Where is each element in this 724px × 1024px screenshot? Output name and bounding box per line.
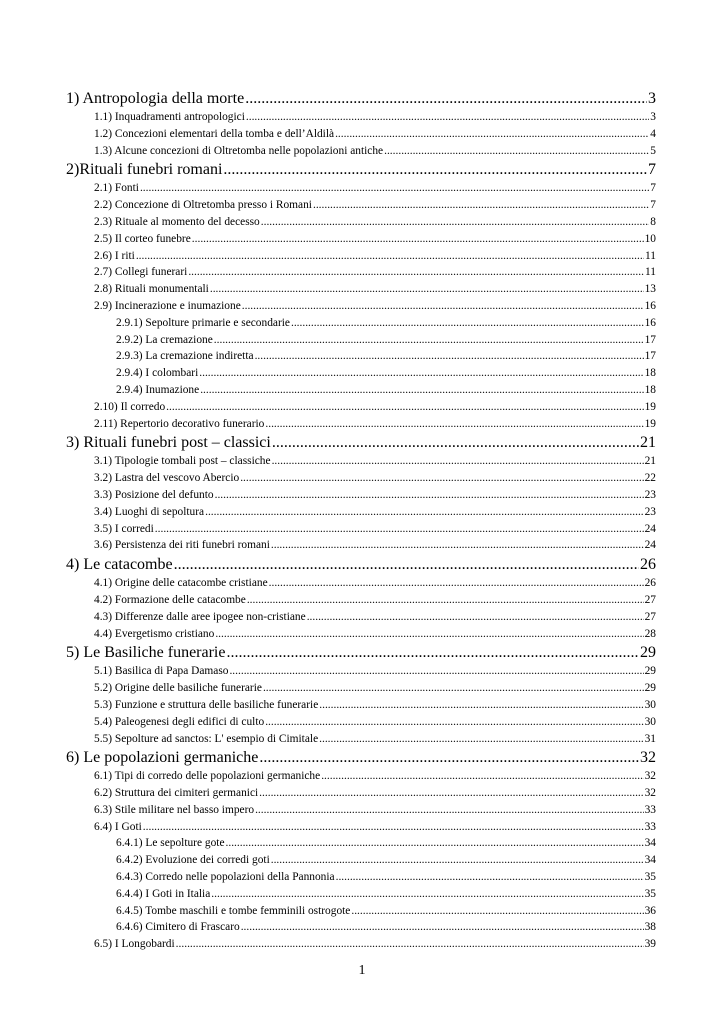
toc-entry-title: 4) Le catacombe bbox=[66, 556, 173, 574]
dot-leader bbox=[140, 180, 649, 197]
toc-entry-page: 22 bbox=[644, 472, 656, 485]
toc-entry[interactable] bbox=[66, 835, 656, 852]
toc-entry-page: 38 bbox=[644, 921, 656, 934]
dot-leader bbox=[200, 382, 643, 399]
dot-leader bbox=[335, 126, 649, 143]
dot-leader bbox=[271, 852, 644, 869]
toc-entry-title: 6.1) Tipi di corredo delle popolazioni germaniche bbox=[94, 770, 321, 783]
dot-leader bbox=[210, 281, 644, 298]
toc-entry[interactable] bbox=[66, 470, 656, 487]
toc-entry-title: 6.4.3) Corredo nelle popolazioni della Pannonia bbox=[116, 871, 335, 884]
dot-leader bbox=[263, 680, 644, 697]
toc-entry-page: 8 bbox=[650, 215, 656, 228]
toc-entry-page: 13 bbox=[644, 283, 656, 296]
dot-leader bbox=[255, 348, 644, 365]
toc-entry-page: 35 bbox=[644, 871, 656, 884]
toc-entry[interactable] bbox=[66, 521, 656, 538]
toc-entry-page: 31 bbox=[644, 732, 656, 745]
toc-entry-title: 6.3) Stile militare nel basso impero bbox=[94, 803, 255, 816]
toc-entry-page: 19 bbox=[644, 417, 656, 430]
toc-entry-page: 32 bbox=[644, 787, 656, 800]
toc-entry[interactable] bbox=[66, 768, 656, 785]
dot-leader bbox=[351, 903, 643, 920]
toc-entry-page: 30 bbox=[644, 715, 656, 728]
dot-leader bbox=[321, 768, 643, 785]
toc-entry-title: 2.1) Fonti bbox=[94, 182, 139, 195]
toc-entry[interactable] bbox=[66, 785, 656, 802]
toc-entry[interactable] bbox=[66, 487, 656, 504]
dot-leader bbox=[313, 197, 649, 214]
toc-entry[interactable] bbox=[66, 159, 656, 180]
toc-entry[interactable] bbox=[66, 680, 656, 697]
toc-entry-title: 2)Rituali funebri romani bbox=[66, 161, 223, 179]
toc-entry-title: 5.3) Funzione e struttura delle basiliche funerarie bbox=[94, 698, 319, 711]
toc-entry-title: 6.4) I Goti bbox=[94, 820, 142, 833]
dot-leader bbox=[136, 248, 644, 265]
toc-entry[interactable] bbox=[66, 382, 656, 399]
dot-leader bbox=[155, 521, 644, 538]
toc-entry-title: 5.5) Sepolture ad sanctos: L' esempio di Cimitale bbox=[94, 732, 319, 745]
toc-entry-title: 6.5) I Longobardi bbox=[94, 938, 175, 951]
dot-leader bbox=[211, 886, 643, 903]
toc-entry-title: 4.3) Differenze dalle aree ipogee non-cristiane bbox=[94, 610, 306, 623]
toc-entry[interactable] bbox=[66, 504, 656, 521]
toc-entry-page: 23 bbox=[644, 488, 656, 501]
toc-entry[interactable] bbox=[66, 852, 656, 869]
toc-entry-title: 2.9) Incinerazione e inumazione bbox=[94, 299, 241, 312]
dot-leader bbox=[143, 819, 644, 836]
toc-entry-page: 23 bbox=[644, 505, 656, 518]
dot-leader bbox=[226, 835, 644, 852]
dot-leader bbox=[215, 487, 644, 504]
toc-entry-page: 17 bbox=[644, 333, 656, 346]
dot-leader bbox=[291, 315, 644, 332]
toc-entry-title: 2.9.1) Sepolture primarie e secondarie bbox=[116, 316, 290, 329]
toc-entry-title: 5.4) Paleogenesi degli edifici di culto bbox=[94, 715, 265, 728]
toc-entry[interactable] bbox=[66, 731, 656, 748]
toc-entry[interactable] bbox=[66, 281, 656, 298]
toc-entry[interactable] bbox=[66, 453, 656, 470]
toc-entry-title: 2.8) Rituali monumentali bbox=[94, 283, 209, 296]
toc-entry[interactable] bbox=[66, 714, 656, 731]
toc-entry-title: 1.2) Concezioni elementari della tomba e dell’Aldilà bbox=[94, 127, 335, 140]
toc-entry-page: 35 bbox=[644, 887, 656, 900]
dot-leader bbox=[336, 869, 644, 886]
toc-entry[interactable] bbox=[66, 126, 656, 143]
toc-entry[interactable] bbox=[66, 575, 656, 592]
toc-entry[interactable] bbox=[66, 592, 656, 609]
dot-leader bbox=[307, 609, 644, 626]
toc-entry-title: 2.11) Repertorio decorativo funerario bbox=[94, 417, 265, 430]
toc-entry-title: 4.4) Evergetismo cristiano bbox=[94, 627, 215, 640]
dot-leader bbox=[246, 109, 649, 126]
toc-entry-title: 6.4.2) Evoluzione dei corredi goti bbox=[116, 854, 270, 867]
dot-leader bbox=[269, 575, 644, 592]
toc-entry-page: 18 bbox=[644, 367, 656, 380]
toc-entry[interactable] bbox=[66, 903, 656, 920]
toc-entry[interactable] bbox=[66, 248, 656, 265]
dot-leader bbox=[176, 936, 644, 953]
toc-entry-title: 6.4.6) Cimitero di Frascaro bbox=[116, 921, 240, 934]
dot-leader bbox=[188, 264, 644, 281]
toc-entry[interactable] bbox=[66, 143, 656, 160]
toc-entry[interactable] bbox=[66, 399, 656, 416]
dot-leader bbox=[319, 697, 643, 714]
toc-entry-page: 29 bbox=[640, 644, 656, 662]
dot-leader bbox=[226, 642, 639, 663]
toc-entry-title: 3.4) Luoghi di sepoltura bbox=[94, 505, 205, 518]
toc-entry[interactable] bbox=[66, 936, 656, 953]
toc-entry-page: 27 bbox=[644, 593, 656, 606]
toc-entry-page: 24 bbox=[644, 522, 656, 535]
toc-entry[interactable] bbox=[66, 869, 656, 886]
toc-entry-page: 21 bbox=[640, 434, 656, 452]
page-number: 1 bbox=[358, 963, 366, 978]
dot-leader bbox=[174, 554, 639, 575]
toc-entry-page: 10 bbox=[644, 232, 656, 245]
toc-entry-page: 33 bbox=[644, 803, 656, 816]
dot-leader bbox=[247, 592, 644, 609]
dot-leader bbox=[241, 919, 644, 936]
toc-entry-title: 5.1) Basilica di Papa Damaso bbox=[94, 665, 229, 678]
toc-entry-page: 7 bbox=[650, 199, 656, 212]
toc-entry-title: 6) Le popolazioni germaniche bbox=[66, 749, 259, 767]
toc-entry-page: 32 bbox=[640, 749, 656, 767]
toc-entry-title: 6.2) Struttura dei cimiteri germanici bbox=[94, 787, 259, 800]
toc-entry[interactable] bbox=[66, 264, 656, 281]
toc-entry-title: 5.2) Origine delle basiliche funerarie bbox=[94, 682, 262, 695]
dot-leader bbox=[192, 231, 644, 248]
toc-entry-page: 29 bbox=[644, 665, 656, 678]
dot-leader bbox=[223, 159, 647, 180]
dot-leader bbox=[205, 504, 644, 521]
toc-entry-title: 4.1) Origine delle catacombe cristiane bbox=[94, 577, 268, 590]
toc-entry-title: 4.2) Formazione delle catacombe bbox=[94, 593, 246, 606]
toc-entry-title: 3.6) Persistenza dei riti funebri romani bbox=[94, 539, 270, 552]
toc-entry-page: 26 bbox=[640, 556, 656, 574]
toc-entry[interactable] bbox=[66, 214, 656, 231]
toc-entry-title: 6.4.4) I Goti in Italia bbox=[116, 887, 211, 900]
toc-entry-title: 6.4.1) Le sepolture gote bbox=[116, 837, 225, 850]
toc-entry-page: 39 bbox=[644, 938, 656, 951]
toc-entry[interactable] bbox=[66, 180, 656, 197]
toc-entry-page: 32 bbox=[644, 770, 656, 783]
toc-entry-title: 2.9.4) I colombari bbox=[116, 367, 199, 380]
dot-leader bbox=[319, 731, 643, 748]
dot-leader bbox=[242, 298, 644, 315]
toc-entry-page: 3 bbox=[650, 111, 656, 123]
toc-entry-page: 34 bbox=[644, 854, 656, 867]
toc-entry[interactable] bbox=[66, 663, 656, 680]
toc-entry-title: 2.2) Concezione di Oltretomba presso i Romani bbox=[94, 199, 312, 212]
toc-entry-page: 33 bbox=[644, 820, 656, 833]
toc-entry[interactable] bbox=[66, 315, 656, 332]
toc-entry[interactable] bbox=[66, 231, 656, 248]
dot-leader bbox=[214, 332, 644, 349]
toc-entry-page: 11 bbox=[645, 266, 656, 279]
toc-entry[interactable] bbox=[66, 332, 656, 349]
dot-leader bbox=[265, 416, 643, 433]
toc-entry[interactable] bbox=[66, 432, 656, 453]
toc-entry-page: 18 bbox=[644, 383, 656, 396]
table-of-contents bbox=[66, 88, 656, 953]
toc-entry[interactable] bbox=[66, 642, 656, 663]
toc-entry-page: 24 bbox=[644, 539, 656, 552]
toc-entry-page: 30 bbox=[644, 698, 656, 711]
toc-entry[interactable] bbox=[66, 554, 656, 575]
toc-entry[interactable] bbox=[66, 697, 656, 714]
toc-entry-page: 5 bbox=[650, 144, 656, 157]
toc-entry-title: 3) Rituali funebri post – classici bbox=[66, 434, 271, 452]
dot-leader bbox=[259, 785, 643, 802]
toc-entry-title: 2.7) Collegi funerari bbox=[94, 266, 188, 279]
toc-entry-title: 6.4.5) Tombe maschili e tombe femminili ostrogote bbox=[116, 904, 351, 917]
toc-entry-page: 28 bbox=[644, 627, 656, 640]
toc-entry-page: 26 bbox=[644, 577, 656, 590]
dot-leader bbox=[245, 88, 647, 109]
toc-entry-title: 1.1) Inquadramenti antropologici bbox=[94, 111, 245, 123]
toc-entry-page: 3 bbox=[648, 90, 656, 107]
toc-entry[interactable] bbox=[66, 298, 656, 315]
toc-entry[interactable] bbox=[66, 747, 656, 768]
toc-entry[interactable] bbox=[66, 365, 656, 382]
dot-leader bbox=[259, 747, 639, 768]
dot-leader bbox=[261, 214, 650, 231]
toc-entry[interactable] bbox=[66, 819, 656, 836]
toc-entry-page: 36 bbox=[644, 904, 656, 917]
toc-entry[interactable] bbox=[66, 109, 656, 126]
dot-leader bbox=[229, 663, 643, 680]
toc-entry-page: 21 bbox=[644, 455, 656, 468]
dot-leader bbox=[215, 626, 643, 643]
toc-entry-page: 29 bbox=[644, 682, 656, 695]
toc-entry-page: 16 bbox=[644, 299, 656, 312]
toc-entry-title: 1) Antropologia della morte bbox=[66, 90, 245, 107]
toc-entry-title: 2.10) Il corredo bbox=[94, 400, 166, 413]
toc-entry-page: 34 bbox=[644, 837, 656, 850]
dot-leader bbox=[265, 714, 643, 731]
toc-entry-page: 7 bbox=[648, 161, 656, 179]
toc-entry[interactable] bbox=[66, 626, 656, 643]
toc-entry-page: 27 bbox=[644, 610, 656, 623]
toc-entry-title: 2.6) I riti bbox=[94, 249, 135, 262]
toc-entry-title: 3.1) Tipologie tombali post – classiche bbox=[94, 455, 271, 468]
toc-entry-title: 2.9.3) La cremazione indiretta bbox=[116, 350, 254, 363]
toc-entry[interactable] bbox=[66, 886, 656, 903]
dot-leader bbox=[272, 432, 639, 453]
dot-leader bbox=[166, 399, 643, 416]
dot-leader bbox=[384, 143, 649, 160]
dot-leader bbox=[240, 470, 643, 487]
toc-entry[interactable] bbox=[66, 802, 656, 819]
toc-entry-title: 2.3) Rituale al momento del decesso bbox=[94, 215, 260, 228]
toc-entry-title: 3.3) Posizione del defunto bbox=[94, 488, 214, 501]
toc-entry-title: 2.5) Il corteo funebre bbox=[94, 232, 191, 245]
toc-entry-page: 4 bbox=[650, 127, 656, 140]
toc-entry[interactable] bbox=[66, 416, 656, 433]
toc-entry[interactable] bbox=[66, 197, 656, 214]
dot-leader bbox=[272, 453, 644, 470]
dot-leader bbox=[199, 365, 643, 382]
toc-entry-title: 3.5) I corredi bbox=[94, 522, 154, 535]
toc-entry-title: 2.9.2) La cremazione bbox=[116, 333, 213, 346]
toc-entry[interactable] bbox=[66, 609, 656, 626]
toc-entry-title: 2.9.4) Inumazione bbox=[116, 383, 200, 396]
toc-entry[interactable] bbox=[66, 537, 656, 554]
toc-entry-title: 1.3) Alcune concezioni di Oltretomba nelle popolazioni antiche bbox=[94, 144, 384, 157]
toc-entry[interactable] bbox=[66, 88, 656, 109]
toc-entry-title: 3.2) Lastra del vescovo Abercio bbox=[94, 472, 240, 485]
toc-entry[interactable] bbox=[66, 348, 656, 365]
dot-leader bbox=[271, 537, 644, 554]
toc-entry-page: 19 bbox=[644, 400, 656, 413]
toc-entry-page: 16 bbox=[644, 316, 656, 329]
dot-leader bbox=[255, 802, 644, 819]
toc-entry-title: 5) Le Basiliche funerarie bbox=[66, 644, 226, 662]
toc-entry[interactable] bbox=[66, 919, 656, 936]
toc-entry-page: 17 bbox=[644, 350, 656, 363]
toc-entry-page: 7 bbox=[650, 182, 656, 195]
toc-entry-page: 11 bbox=[645, 249, 656, 262]
